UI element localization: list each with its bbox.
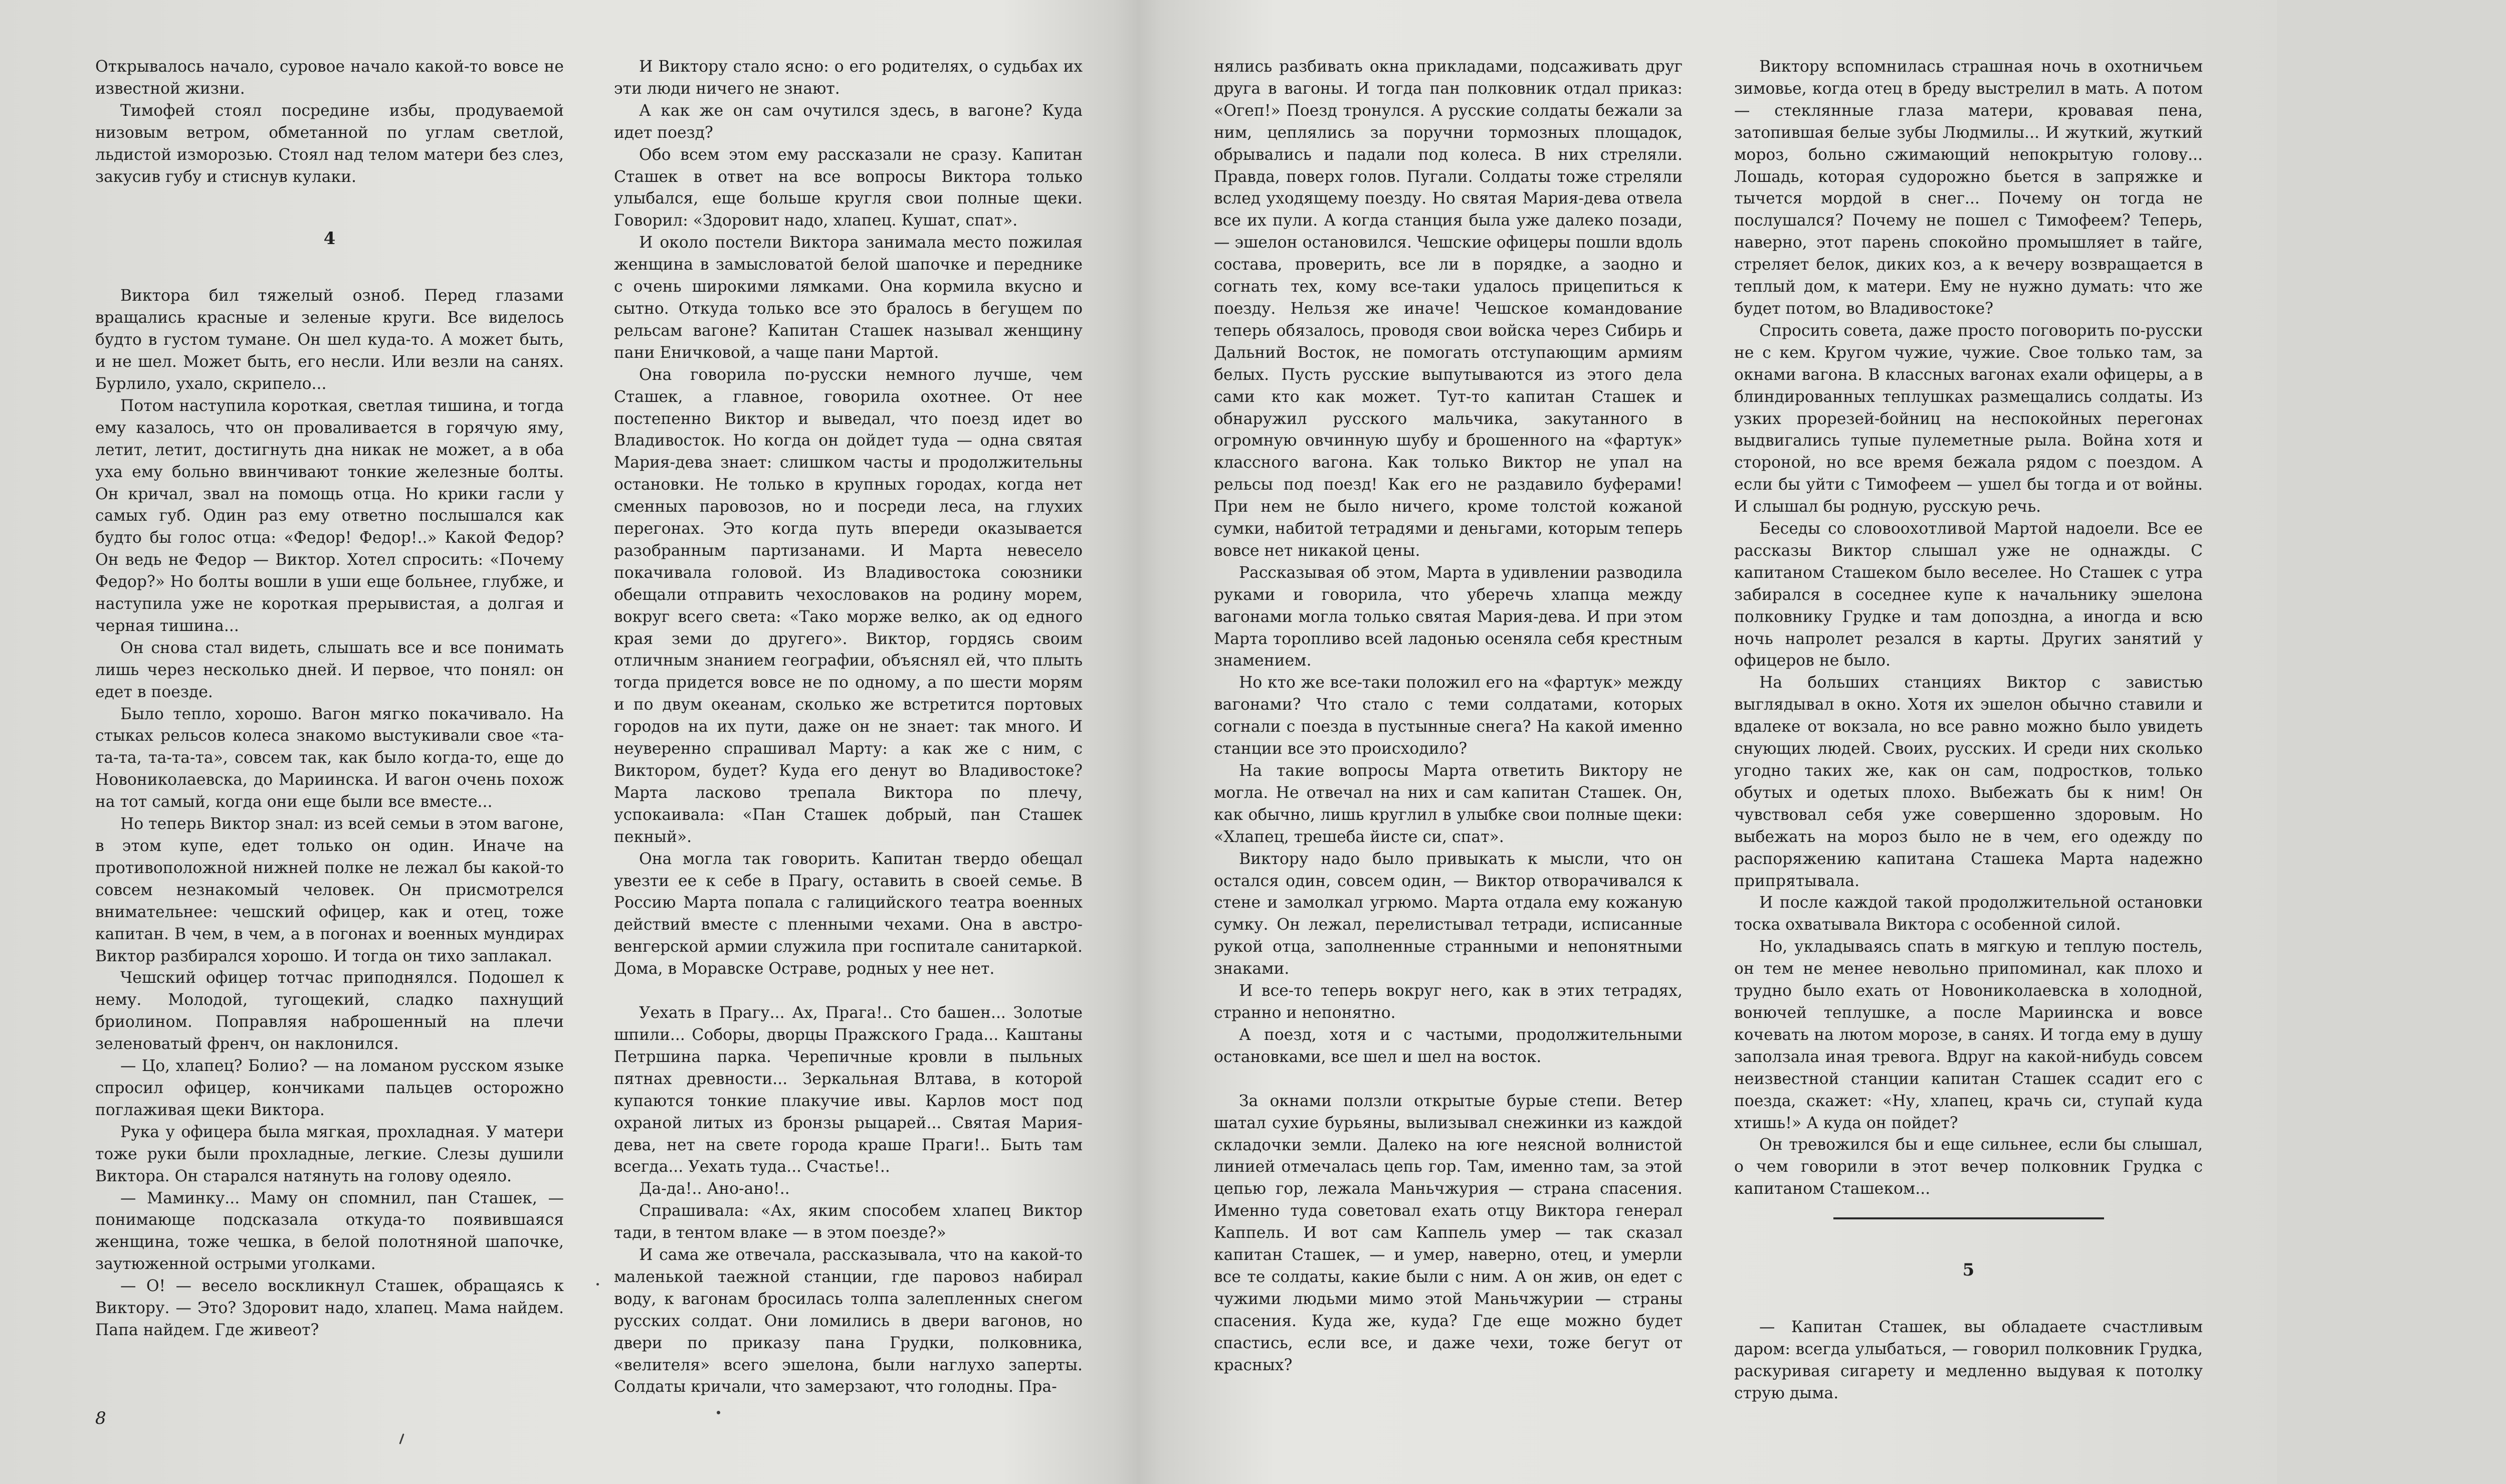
print-speck xyxy=(596,1283,599,1286)
paragraph: Виктора бил тяжелый озноб. Перед глазами вращались красные и зеленые круги. Все виделось будто в густом тумане. Он шел куда-то. А может быть, и не шел. Может быть, его несли. Или везли на санях. Бурлило, ухало, скрипело... xyxy=(95,287,564,393)
paragraph: А как же он сам очутился здесь, в вагоне? Куда идет поезд? xyxy=(614,101,1083,142)
paragraph: На такие вопросы Марта ответить Виктору не могла. Не отвечал на них и сам капитан Сташек. Он, как обычно, лишь круглил в улыбке свои полные щеки: «Хлапец, трешеба йисте си, спат». xyxy=(1214,762,1683,846)
paragraph: Чешский офицер тотчас приподнялся. Подошел к нему. Молодой, тугощекий, сладко пахнущий бриолином. Поправляя наброшенный на плечи зеленоватый френч, он наклонился. xyxy=(95,969,564,1053)
left-page-column-1 xyxy=(95,56,564,1379)
paragraph: Он снова стал видеть, слышать все и все понимать лишь через несколько дней. И первое, что понял: он едет в поезде. xyxy=(95,639,564,701)
paragraph-gap xyxy=(1214,1069,1683,1091)
right-page-column-2 xyxy=(1734,56,2203,1402)
paragraph: И около постели Виктора занимала место пожилая женщина в замысловатой белой шапочке и переднике с очень широкими лямками. Она кормила вкусно и сытно. Откуда только все это бралось в бегущем по рельсам вагоне? Капитан Сташек называл женщину пани Еничковой, а чаще пани Мартой. xyxy=(614,234,1083,362)
left-page xyxy=(0,0,1139,1484)
paragraph: Она могла так говорить. Капитан твердо обещал увезти ее к себе в Прагу, оставить в своей семье. В Россию Марта попала с галицийского театра военных действий вместе с пленными чехами. Она в австро-венгерской армии служила при госпитале санитаркой. Дома, в Моравске Остраве, родных у нее нет. xyxy=(614,850,1083,978)
paragraph: И все-то теперь вокруг него, как в этих тетрадях, странно и непонятно. xyxy=(1214,982,1683,1022)
paragraph: нялись разбивать окна прикладами, подсаживать друг друга в вагоны. И тогда пан полковник отдал приказ: «Огеп!» Поезд тронулся. А русские солдаты бежали за ним, цеплялись за поручни тормозных площадок, обрывались и падали под колеса. В них стреляли. Правда, поверх голов. Пугали. Солдаты тоже стреляли вслед уходящему поезду. Но святая Мария-дева отвела все их пули. А когда станция была уже далеко позади, — эшелон остановился. Чешские офицеры пошли вдоль состава, проверить, все ли в порядке, а заодно и согнать тех, кому все-таки удалось прицепиться к поезду. Нельзя же иначе! Чешское командование теперь обязалось, проводя свои войска через Сибирь и Дальний Восток, не помогать отступающим армиям белых. Пусть русские выпутываются из этого дела сами кто как может. Тут-то капитан Сташек и обнаружил русского мальчика, закутанного в огромную овчинную шубу и брошенного на «фартук» классного вагона. Как только Виктор не упал на рельсы под поезд! Как его не раздавило буферами! При нем не было ничего, кроме толстой кожаной сумки, набитой тетрадями и деньгами, которым теперь вовсе нет никакой цены. xyxy=(1214,58,1683,560)
paragraph: Виктору надо было привыкать к мысли, что он остался один, совсем один, — Виктор отворачивался к стене и замолкал угрюмо. Марта отдала ему кожаную сумку. Он лежал, перелистывал тетради, исписанные рукой отца, заполненные странными и непонятными знаками. xyxy=(1214,850,1683,978)
print-speck xyxy=(717,1411,720,1414)
paragraph: И сама же отвечала, рассказывала, что на какой-то маленькой таежной станции, где паровоз набирал воду, к вагонам бросилась толпа залепленных снегом русских солдат. Они ломились в двери вагонов, но двери по приказу пана Грудки, полковника, «велителя» всего эшелона, были наглухо заперты. Солдаты кричали, что замерзают, что голодны. Пра- xyxy=(614,1246,1083,1396)
paragraph: За окнами ползли открытые бурые степи. Ветер шатал сухие бурьяны, вылизывал снежинки из каждой складочки земли. Далеко на юге неясной волнистой линией отмечалась цепь гор. Там, именно там, за этой цепью гор, лежала Маньчжурия — страна спасения. Именно туда советовал ехать отцу Виктора генерал Каппель. И вот сам Каппель умер — так сказал капитан Сташек, — и умер, наверно, отец, и умерли все те солдаты, какие были с ним. А он жив, он едет с чужими людьми мимо этой Маньчжурии — страны спасения. Куда же, куда? Где еще можно будет спастись, если все, и даже чехи, тоже бегут от красных? xyxy=(1214,1092,1683,1374)
paragraph: Было тепло, хорошо. Вагон мягко покачивало. На стыках рельсов колеса знакомо выстукивали свое «та-та-та, та-та-та», совсем так, как было когда-то, еще до Новониколаевска, до Мариинска. И вагон очень похож на тот самый, когда они еще были все вместе... xyxy=(95,705,564,811)
paragraph: Уехать в Прагу... Ах, Прага!.. Сто башен... Золотые шпили... Соборы, дворцы Пражского Града... Каштаны Петршина парка. Черепичные кровли в пыльных пятнах древности... Зеркальная Влтава, в которой купаются тонкие плакучие ивы. Карлов мост под охраной литых из бронзы рыцарей... Святая Мария-дева, нет на свете города краше Праги!.. Быть там всегда... Уехать туда... Счастье!.. xyxy=(614,1004,1083,1176)
paragraph: Но теперь Виктор знал: из всей семьи в этом вагоне, в этом купе, едет только он один. Иначе на противоположной нижней полке не лежал бы какой-то совсем незнакомый человек. Он присмотрелся внимательнее: чешский офицер, как и отец, тоже капитан. В чем, в чем, а в погонах и военных мундирах Виктор разбирался хорошо. И тогда он тихо заплакал. xyxy=(95,815,564,965)
paragraph: Обо всем этом ему рассказали не сразу. Капитан Сташек в ответ на все вопросы Виктора только улыбался, еще больше кругля свои полные щеки. Говорил: «Здоровит надо, хлапец. Кушат, спат». xyxy=(614,145,1083,230)
chapter-number: 4 xyxy=(323,229,336,249)
paragraph: — О! — весело воскликнул Сташек, обращаясь к Виктору. — Это? Здоровит надо, хлапец. Мама найдем. Папа найдем. Где живеот? xyxy=(95,1277,564,1339)
page-number-left: 8 xyxy=(95,1408,106,1428)
paragraph: Рассказывая об этом, Марта в удивлении разводила руками и говорила, что уберечь хлапца между вагонами могла только святая Мария-дева. И при этом Марта торопливо всей ладонью осеняла себя крестным знамением. xyxy=(1214,563,1683,670)
right-page-column-1 xyxy=(1214,56,1683,1379)
section-divider xyxy=(1833,1217,2104,1219)
paragraph: Да-да!.. Ано-ано!.. xyxy=(639,1180,790,1198)
paragraph: Спрашивала: «Ах, яким способем хлапец Виктор тади, в тентом влаке — в этом поезде?» xyxy=(614,1202,1083,1242)
chapter-number: 5 xyxy=(1962,1260,1975,1281)
paragraph: Открывалось начало, суровое начало какой-то вовсе не известной жизни. xyxy=(95,58,564,98)
paragraph-gap xyxy=(614,980,1083,1002)
paragraph: — Маминку... Маму он спомнил, пан Сташек, — понимающе подсказала откуда-то появившаяся женщина, тоже чешка, в белой полотняной шапочке, заутюженной острыми уголками. xyxy=(95,1189,564,1274)
paragraph: Тимофей стоял посредине избы, продуваемой низовым ветром, обметанной по углам светлой, льдистой изморозью. Стоял над телом матери без слез, закусив губу и стиснув кулаки. xyxy=(95,101,564,186)
paragraph: Но кто же все-таки положил его на «фартук» между вагонами? Что стало с теми солдатами, которых согнали с поезда в пустынные снега? На какой именно станции все это происходило? xyxy=(1214,674,1683,758)
paragraph: Он тревожился бы и еще сильнее, если бы слышал, о чем говорили в этот вечер полковник Грудка с капитаном Сташеком... xyxy=(1734,1136,2203,1198)
paragraph: — Цо, хлапец? Болио? — на ломаном русском языке спросил офицер, кончиками пальцев осторожно поглаживая щеки Виктора. xyxy=(95,1057,564,1119)
paragraph: И после каждой такой продолжительной остановки тоска охватывала Виктора с особенной силой. xyxy=(1734,894,2203,934)
paragraph: Но, укладываясь спать в мягкую и теплую постель, он тем не менее невольно припоминал, как плохо и трудно было ехать от Новониколаевска в холодной, вонючей теплушке, а после Мариинска и вовсе кочевать на лютом морозе, в санях. И тогда ему в душу заползала иная тревога. Вдруг на какой-нибудь совсем неизвестной станции капитан Сташек ссадит его с поезда, скажет: «Ну, хлапец, крачь си, ступай куда хтишь!» А куда он пойдет? xyxy=(1734,938,2203,1132)
paragraph: А поезд, хотя и с частыми, продолжительными остановками, все шел и шел на восток. xyxy=(1214,1025,1683,1066)
paragraph: Беседы со словоохотливой Мартой надоели. Все ее рассказы Виктор слышал уже не однажды. С капитаном Сташеком было веселее. Но Сташек с утра забирался в соседнее купе к начальнику эшелона полковнику Грудке и там допоздна, а иногда и всю ночь напролет резался в карты. Других занятий у офицеров не было. xyxy=(1734,520,2203,670)
paragraph: Она говорила по-русски немного лучше, чем Сташек, а главное, говорила охотнее. От нее постепенно Виктор и выведал, что поезд идет во Владивосток. Но когда он дойдет туда — одна святая Мария-дева знает: слишком часты и продолжительны остановки. Не только в крупных городах, когда нет сменных паровозов, но и посреди леса, на глухих перегонах. Это когда путь впереди оказывается разобранным партизанами. И Марта невесело покачивала головой. Из Владивостока союзники обещали отправить чехословаков на родину морем, вокруг всего света: «Тако морже велко, ак од едного края земи до другего». Виктор, гордясь своим отличным знанием географии, объяснял ей, что плыть тогда придется вовсе не по одному, а по шести морям и по двум океанам, сколько же встретится портовых городов на их пути, даже он не знает: так много. И неуверенно спрашивал Марту: а как же с ним, с Виктором, будет? Куда его денут во Владивостоке? Марта ласково трепала Виктора по плечу, успокаивала: «Пан Сташек добрый, пан Сташек пекный». xyxy=(614,365,1083,846)
paragraph: Рука у офицера была мягкая, прохладная. У матери тоже руки были прохладные, легкие. Слезы душили Виктора. Он старался натянуть на голову одеяло. xyxy=(95,1123,564,1185)
paragraph: Виктору вспомнилась страшная ночь в охотничьем зимовье, когда отец в бреду выстрелил в мать. А потом — стеклянные глаза матери, кровавая пена, затопившая белые зубы Людмилы... И жуткий, жуткий мороз, больно сжимающий непокрытую голову... Лошадь, которая судорожно бьется в запряжке и тычется мордой в снег... Почему он тогда не послушался? Почему не пошел с Тимофеем? Теперь, наверно, этот парень спокойно промышляет в тайге, стреляет белок, диких коз, а к вечеру возвращается в теплый дом, к матери. Ему не нужно думать: что же будет потом, во Владивостоке? xyxy=(1734,58,2203,318)
paragraph: Потом наступила короткая, светлая тишина, и тогда ему казалось, что он проваливается в горячую яму, летит, летит, достигнуть дна никак не может, а в оба уха ему больно ввинчивают тонкие железные болты. Он кричал, звал на помощь отца. Но крики гасли у самых губ. Один раз ему ответно послышался как будто бы голос отца: «Федор! Федор!..» Какой Федор? Он ведь не Федор — Виктор. Хотел спросить: «Почему Федор?» Но болты вошли в уши еще больнее, глубже, и наступила уже не короткая прерывистая, а долгая и черная тишина... xyxy=(95,396,564,635)
paragraph: — Капитан Сташек, вы обладаете счастливым даром: всегда улыбаться, — говорил полковник Грудка, раскуривая сигарету и медленно выдувая к потолку струю дыма. xyxy=(1734,1318,2203,1402)
paragraph: На больших станциях Виктор с завистью выглядывал в окно. Хотя их эшелон обычно ставили и вдалеке от вокзала, но все равно можно было увидеть снующих людей. Своих, русских. И среди них сколько угодно таких же, как он сам, подростков, только обутых и одетых плохо. Выбежать бы к ним! Он чувствовал себя уже совершенно здоровым. Но выбежать на мороз было не в чем, его одежду по распоряжению капитана Сташека Марта надежно припрятывала. xyxy=(1734,674,2203,890)
paragraph: Спросить совета, даже просто поговорить по-русски не с кем. Кругом чужие, чужие. Свое только там, за окнами вагона. В классных вагонах ехали офицеры, а в блиндированных теплушках размещались солдаты. Из узких прорезей-бойниц на неспокойных перегонах выдвигались тупые пулеметные рыла. Война хотя и стороной, но все время бежала рядом с поездом. А если бы уйти с Тимофеем — ушел бы тогда и от войны. И слышал бы родную, русскую речь. xyxy=(1734,321,2203,516)
left-page-column-2 xyxy=(614,56,1083,1396)
paragraph: И Виктору стало ясно: о его родителях, о судьбах их эти люди ничего не знают. xyxy=(614,58,1083,98)
